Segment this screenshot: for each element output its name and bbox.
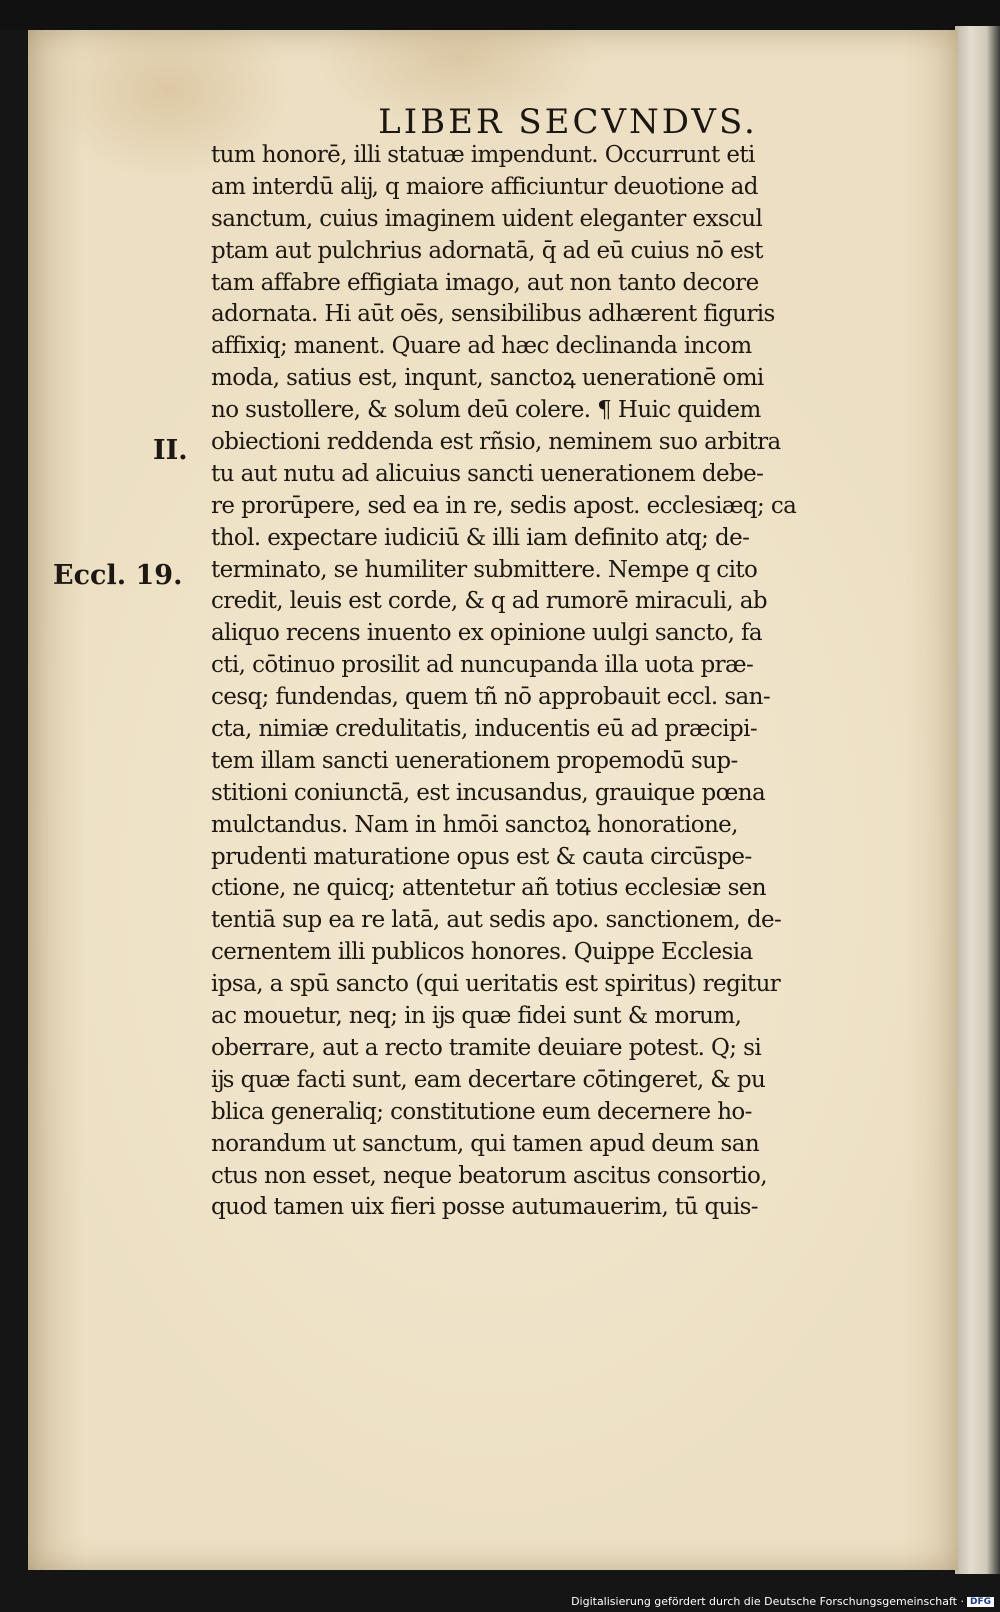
book-edge (955, 26, 1000, 1574)
text-line: ctione, ne quicq; attentetur añ totius ecclesiæ sen (211, 875, 767, 902)
text-line: ĳs quæ facti sunt, eam decertare cōtingeret, & pu (211, 1066, 766, 1093)
dfg-logo: DFG (967, 1597, 994, 1607)
text-line: cti, cōtinuo prosilit ad nuncupanda illa uota præ- (211, 652, 754, 679)
text-line: stitioni coniunctā, est incusandus, grauique pœna (211, 779, 766, 806)
text-line: cesq; fundendas, quem tñ nō approbauit eccl. san- (211, 684, 771, 711)
text-line: re prorūpere, sed ea in re, sedis apost. ecclesiæq; ca (211, 492, 797, 519)
text-line: ctus non esset, neque beatorum ascitus consortio, (211, 1162, 767, 1189)
digitization-credit (571, 1595, 994, 1608)
text-line: tem illam sancti uenerationem propemodū sup- (211, 747, 738, 774)
text-line: terminato, se humiliter submittere. Nempe q cito (211, 556, 758, 583)
text-line: blica generaliq; constitutione eum decernere ho- (211, 1098, 752, 1125)
text-line: adornata. Hi aūt oēs, sensibilibus adhærent figuris (211, 301, 775, 328)
margin-note-section-number: II. (153, 435, 188, 466)
text-line: sanctum, cuius imaginem uident eleganter exscul (211, 205, 763, 232)
text-line: prudenti maturatione opus est & cauta circūspe- (211, 843, 752, 870)
text-line: quod tamen uix fieri posse autumauerim, tū quis- (211, 1194, 758, 1221)
text-line: tentiā sup ea re latā, aut sedis apo. sanctionem, de- (211, 907, 782, 934)
text-line: cta, nimiæ credulitatis, inducentis eū ad præcipi- (211, 716, 758, 743)
text-line: aliquo recens inuento ex opinione uulgi sancto, fa (211, 620, 763, 647)
running-head: LIBER SECVNDVS. (378, 102, 758, 142)
text-line: ipsa, a spū sancto (qui ueritatis est spiritus) regitur (211, 971, 781, 998)
text-line: mulctandus. Nam in hmōi sanctoꝝ honoratione, (211, 811, 738, 838)
text-line: am interdū alĳ, q maiore afficiuntur deuotione ad (211, 173, 758, 200)
book-page (28, 30, 958, 1570)
text-line: tum honorē, illi statuæ impendunt. Occurrunt eti (211, 142, 755, 168)
text-line: no sustollere, & solum deū colere. ¶ Huic quidem (211, 397, 761, 424)
text-line: cernentem illi publicos honores. Quippe Ecclesia (211, 939, 753, 966)
text-line: moda, satius est, inqunt, sanctoꝝ uenerationē omi (211, 365, 764, 392)
text-line: ptam aut pulchrius adornatā, q̄ ad eū cuius nō est (211, 237, 763, 264)
text-line: tu aut nutu ad alicuius sancti uenerationem debe- (211, 460, 764, 487)
text-line: obiectioni reddenda est rñsio, neminem suo arbitra (211, 429, 781, 456)
text-line: tam affabre effigiata imago, aut non tanto decore (211, 269, 759, 296)
body-text (211, 140, 891, 1224)
text-line: thol. expectare iudiciū & illi iam definito atq; de- (211, 524, 750, 551)
margin-note-citation: Eccl. 19. (53, 560, 183, 591)
text-line: ac mouetur, neq; in ĳs quæ fidei sunt & morum, (211, 1003, 742, 1030)
text-line: oberrare, aut a recto tramite deuiare potest. Q; si (211, 1034, 762, 1061)
text-line: credit, leuis est corde, & q ad rumorē miraculi, ab (211, 588, 768, 615)
scan-top-border (0, 0, 1000, 30)
text-line: affixiq; manent. Quare ad hæc declinanda incom (211, 333, 752, 360)
text-line: norandum ut sanctum, qui tamen apud deum san (211, 1130, 760, 1157)
credit-text: Digitalisierung gefördert durch die Deutsche Forschungsgemeinschaft · (571, 1595, 964, 1608)
